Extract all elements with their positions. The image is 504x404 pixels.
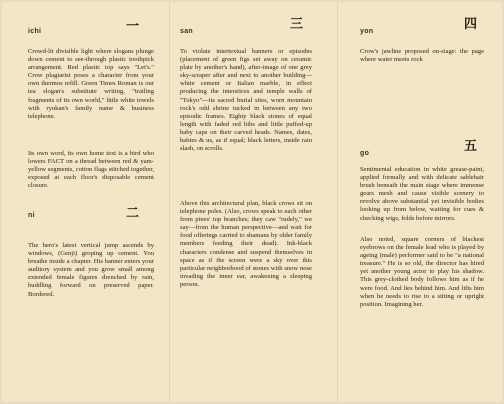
paragraph-san-2: Above this architectural plan, black crows sit on telephone poles. (Also, crows speak to each other from pines' top branches; they caw "rudely," we say—from the human perspective—and wait for food offerings carried to shamans by older family members feeding their dead). Ink-black characters condense and suspend themselves in space as if the screen were a sky over this particular neighborhood of stones with snow nose invading the inner ear, awakening a sleeping person. (180, 200, 312, 288)
kanji-five: 五 (464, 139, 478, 154)
paragraph-san-1: To violate intertextual banners or episodes (placement of green figs set away on ceramic plate by another's hand), after-image of one grey sky-scraper after and next to another building—white cement or Italian marble, in effect producing the interstices and temple walls of "Tokyo"—its sacred burial sites, worn mountain rock's odd shrine tucked in between any two episodic frames. Eighty black stones of equal length with faded red bibs and little puffed-up baby caps on their carved heads. Names, dates, babies & us, as if equal; black letters, inside rain slash, on scrolls. (180, 48, 312, 153)
section-label-san: san (180, 28, 193, 35)
panel-right (338, 2, 504, 402)
panel-middle (170, 2, 338, 402)
panel-left (2, 2, 170, 402)
paragraph-go-1: Sentimental education in white grease-paint, applied formally and with delicate sablehair brush beneath the main stage where immense gears mesh and cause visible scenery to revolve above substantial yet invisible bodies looking up from below, waiting for cues & checking wigs, folds before mirrors. (360, 166, 484, 222)
section-label-go: go (360, 150, 370, 157)
kanji-three: 三 (290, 17, 304, 32)
paragraph-go-2: Also noted, square corners of blackest eyebrows on the female lead who is played by ageing (male) performer said to be "a national treasure." He is so old, the director has hired yet another young actor to play his shadow. This grey-clothed body follows him as if he were food. And lies behind him. And lifts him when he needs to rise to a sitting or upright position. Imagining her. (360, 236, 484, 308)
kanji-two: 二 (126, 206, 140, 221)
paragraph-ichi-2: Its own word, its own home text is a bird who lowers FACT on a thread between red & yam-yellow segments, cotton flags stitched together, exposed at each floor's disposable cement closure. (28, 150, 154, 190)
paragraph-ichi-1: Crowd-lit divisible light where slogans plunge down cement to see-through plastic toothpick arrangement. Red plastic top says "Let's." Crow plagiarist poses a character from your own thermos refill. Green Times Roman is our tea slogan's substitute writing, "trailing fragments of its own world," little white towels with ryokan's family name & business telephone. (28, 48, 154, 120)
paragraph-ni-1: The hero's latest vertical jump ascends by windows, (Genji) groping up cement. You breathe inside a chapter. His banner enters your auditory system and you grow small among extended female figures drenched by rain, huddling forward on preserved paper. Bordered. (28, 242, 154, 298)
kanji-one: 一 (126, 19, 140, 34)
section-label-yon: yon (360, 28, 374, 35)
section-label-ni: ni (28, 212, 35, 219)
section-label-ichi: ichi (28, 28, 42, 35)
paragraph-yon-1: Crow's jawline proposed on-stage: the page where water meets rock (360, 48, 484, 64)
kanji-four: 四 (464, 17, 478, 32)
